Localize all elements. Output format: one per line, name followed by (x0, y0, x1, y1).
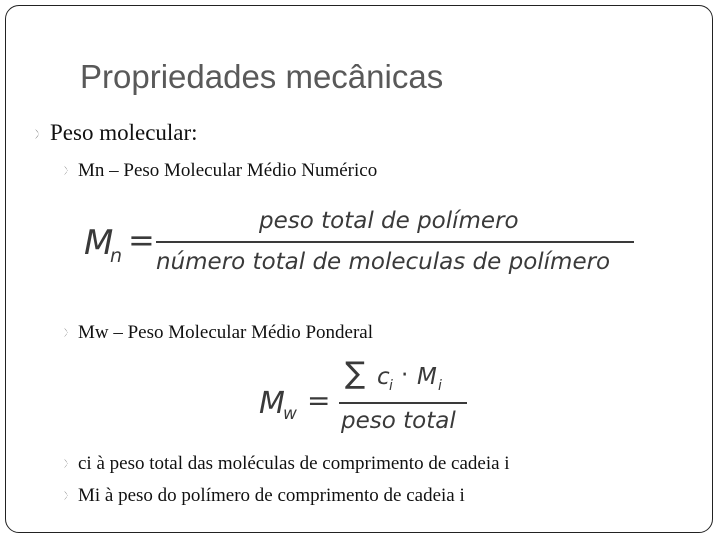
bullet-mn (63, 160, 377, 182)
formula-mw-lhs-sub: w (283, 404, 297, 424)
formula-mw-denominator: peso total (341, 408, 456, 434)
bullet-ci (63, 453, 510, 475)
bullet-text: Mi à peso do polímero de comprimento de cadeia i (78, 485, 465, 506)
bullet-text: Peso molecular: (50, 120, 198, 145)
bullet-text: ci à peso total das moléculas de comprimento de cadeia i (78, 453, 510, 474)
bullet-mw (63, 322, 373, 344)
bullet-peso-molecular (34, 120, 198, 146)
fraction-bar (156, 241, 634, 243)
formula-mw-sum: ∑ (345, 356, 366, 391)
formula-mw-m-sub: i (438, 378, 442, 394)
formula-mn-lhs-sub: n (110, 245, 123, 267)
bullet-arrow-icon (63, 322, 76, 344)
fraction-bar (339, 402, 467, 404)
formula-mw-equals: = (307, 384, 331, 417)
bullet-mi (63, 485, 465, 507)
slide-title: Propriedades mecânicas (80, 58, 444, 95)
formula-mw-c-sub: i (389, 378, 393, 394)
bullet-arrow-icon (63, 160, 76, 182)
formula-mn-lhs: M (84, 223, 114, 263)
formula-mn-denominator: número total de moleculas de polímero (156, 249, 611, 275)
formula-mn-equals: = (128, 221, 155, 259)
bullet-text: Mn – Peso Molecular Médio Numérico (78, 160, 378, 181)
formula-mn (84, 205, 644, 285)
bullet-text: Mw – Peso Molecular Médio Ponderal (78, 322, 373, 343)
formula-mn-numerator: peso total de polímero (259, 208, 519, 234)
formula-mw (255, 358, 475, 446)
bullet-arrow-icon (63, 485, 76, 507)
formula-mw-m: M (417, 364, 437, 390)
formula-mw-lhs: M (259, 386, 285, 421)
formula-mw-c: c (377, 364, 390, 390)
formula-mw-dot: · (401, 362, 409, 388)
bullet-arrow-icon (63, 453, 76, 475)
bullet-arrow-icon (34, 120, 48, 146)
